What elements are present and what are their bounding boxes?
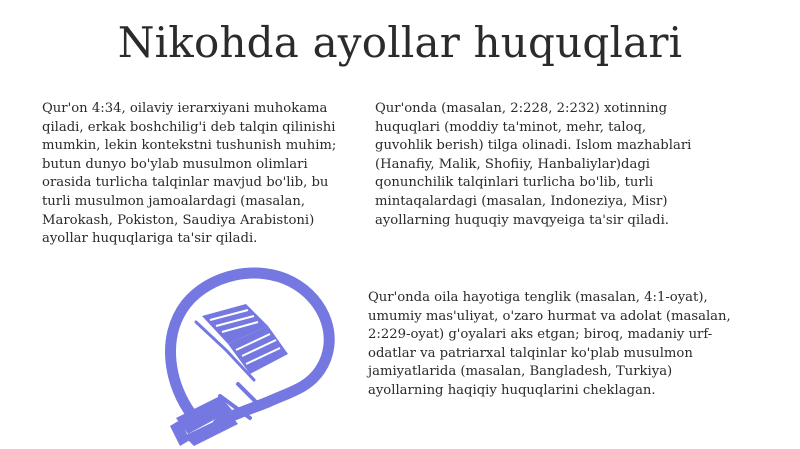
lightbulb-book-icon xyxy=(150,268,380,449)
page-title: Nikohda ayollar huquqlari xyxy=(117,18,683,67)
text-block-left: Qur'on 4:34, oilaviy ierarxiyani muhokama qiladi, erkak boshchilig'i deb talqin qilinishi mumkin, lekin kontekstni tushunish muhim; butun dunyo bo'ylab musulmon olimlari orasida turlicha talqinlar mavjud bo'lib, bu turli musulmon jamoalardagi (masalan, Marokash, Pokiston, Saudiya Arabistoni) ayollar huquqlariga ta'sir qiladi. xyxy=(42,101,337,247)
text-block-right-bottom: Qur'onda oila hayotiga tenglik (masalan, 4:1-oyat), umumiy mas'uliyat, o'zaro hurmat va adolat (masalan, 2:229-oyat) g'oyalari aks etgan; biroq, madaniy urf-odatlar va patriarxal talqinlar ko'plab musulmon jamiyatlarida (masalan, Bangladesh, Turkiya) ayollarning haqiqiy huquqlarini cheklagan. xyxy=(368,290,731,398)
text-block-right-top: Qur'onda (masalan, 2:228, 2:232) xotinning huquqlari (moddiy ta'minot, mehr, taloq, guvohlik berish) tilga olinadi. Islom mazhablari (Hanafiy, Malik, Shofiiy, Hanbaliylar)dagi qonunchilik talqinlari turlicha bo'lib, turli mintaqalardagi (masalan, Indoneziya, Misr) ayollarning huquqiy mavqyeiga ta'sir qiladi. xyxy=(375,101,692,228)
